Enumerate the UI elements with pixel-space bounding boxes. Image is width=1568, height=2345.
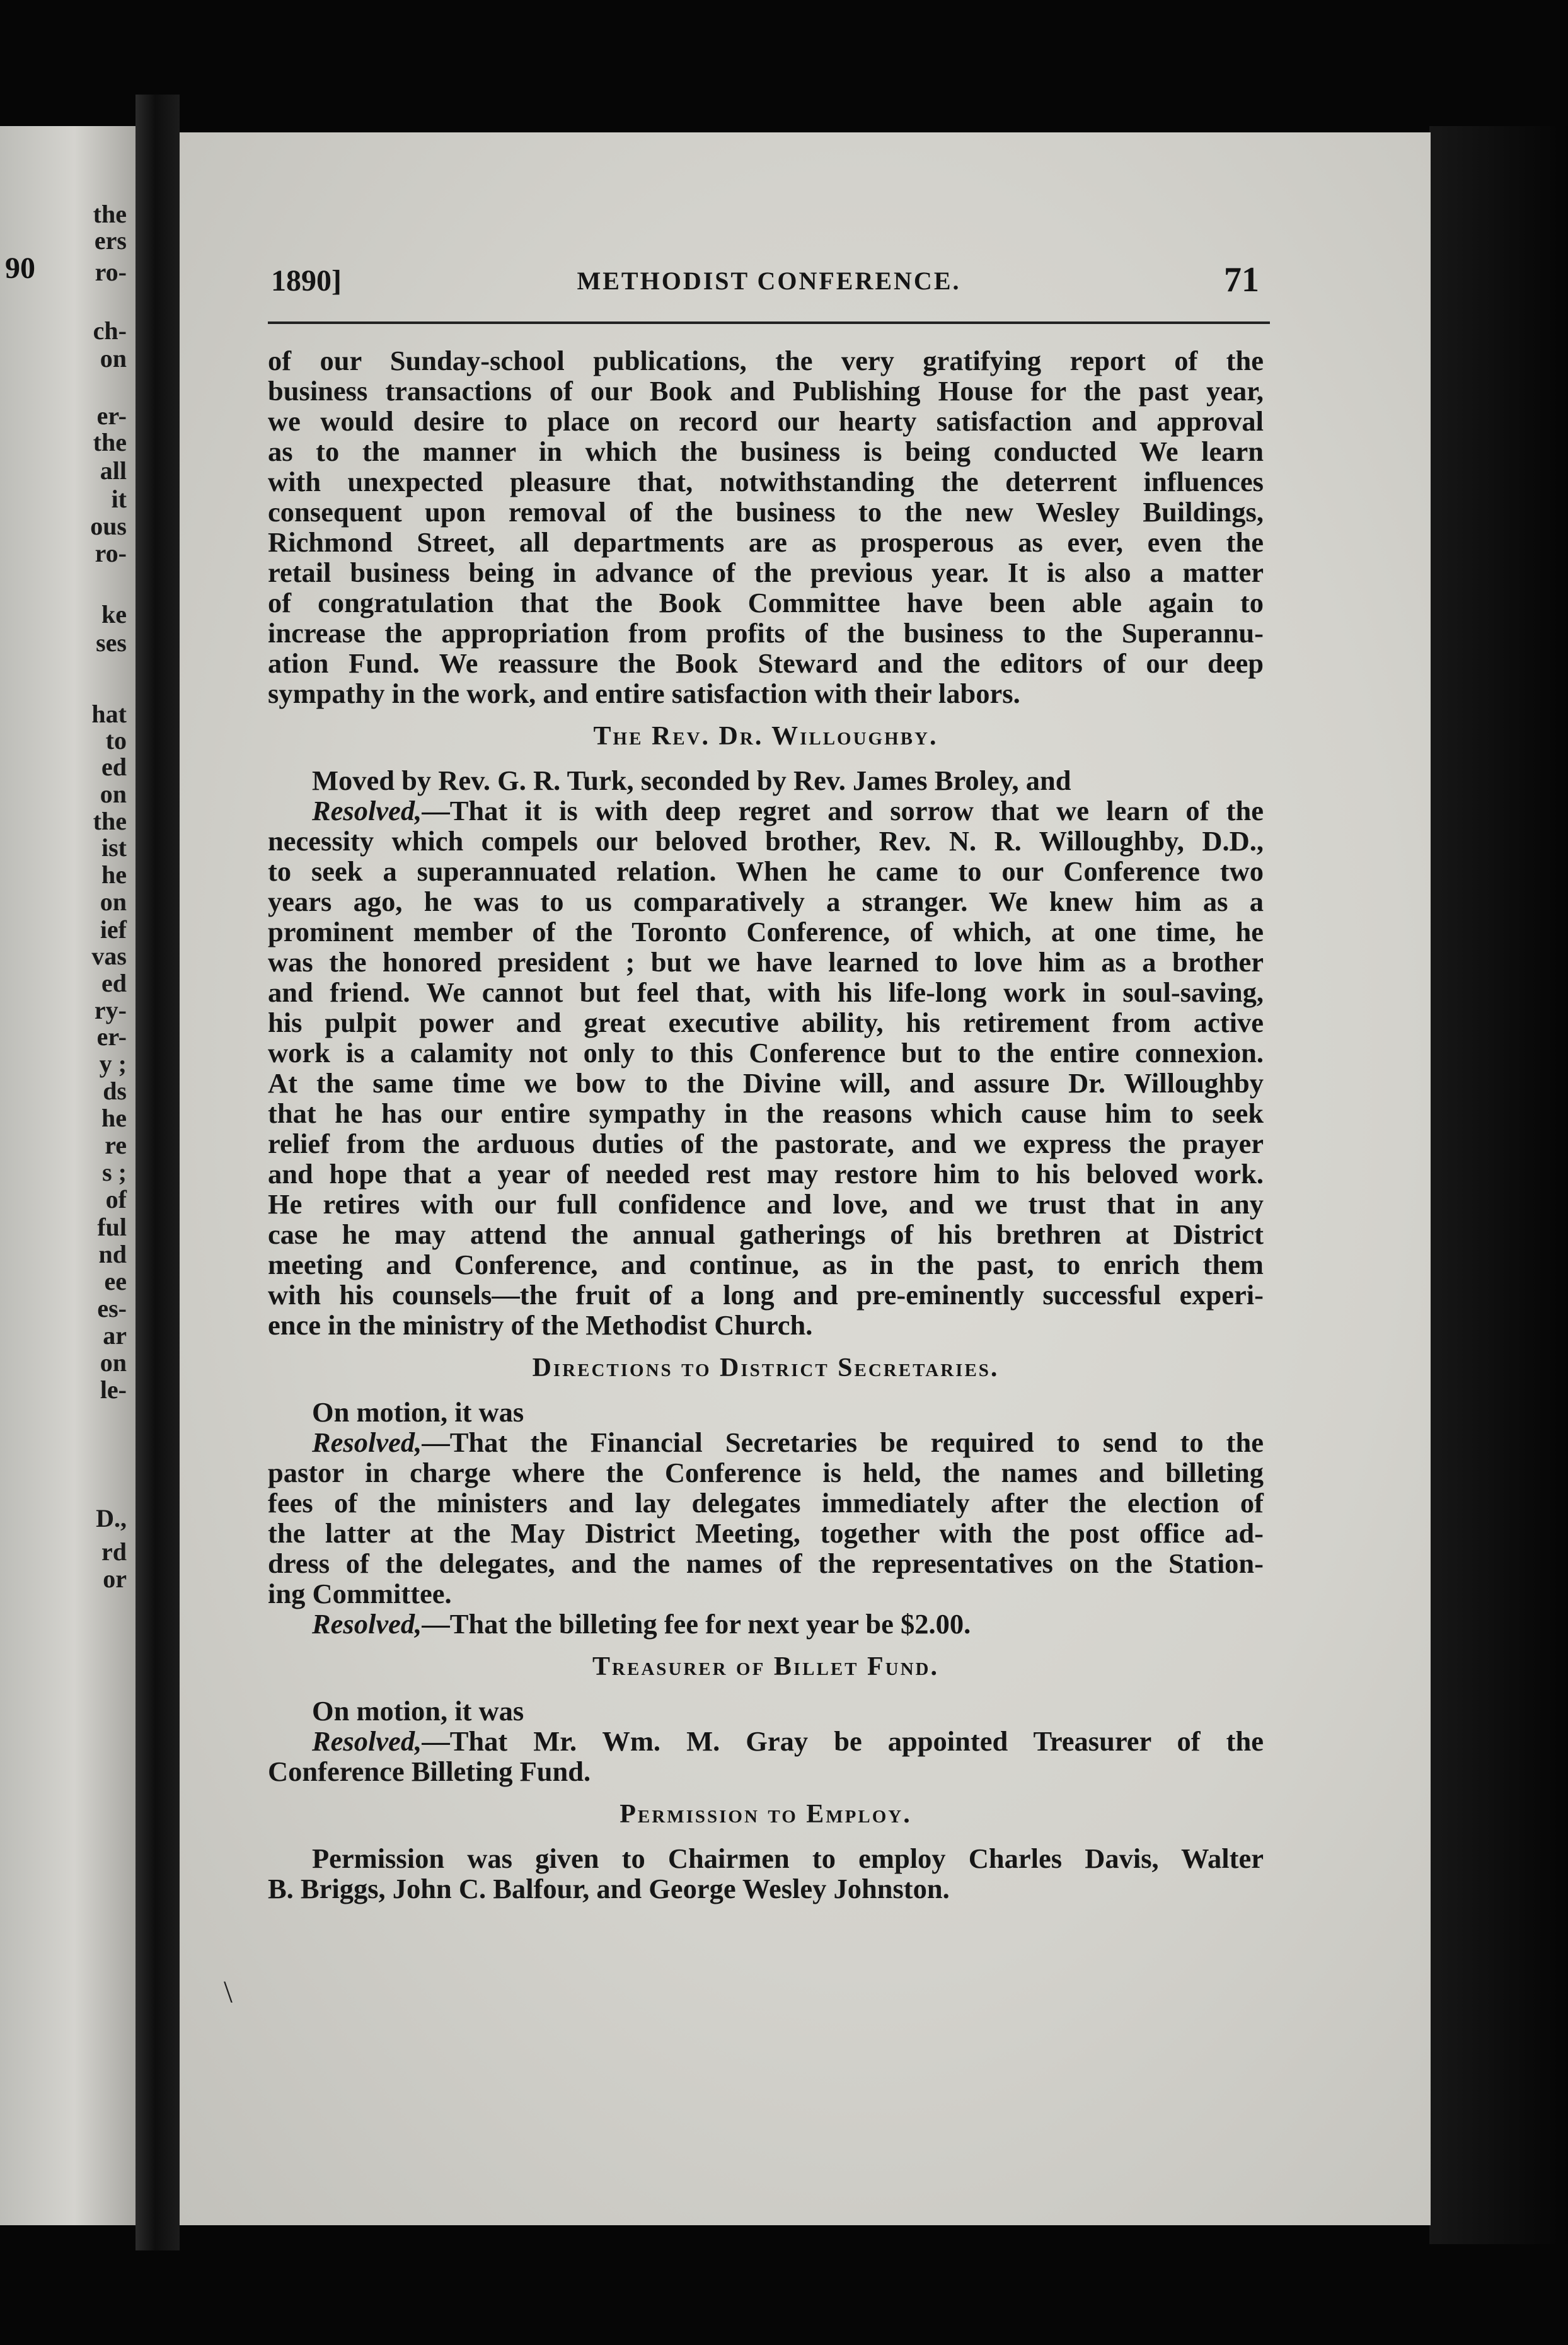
resolved-label: Resolved, bbox=[312, 795, 422, 826]
text-line: the latter at the May District Meeting, together with the post office ad- bbox=[268, 1517, 1264, 1549]
text-line: pastor in charge where the Conference is held, the names and billeting bbox=[268, 1457, 1264, 1488]
text-line: dress of the delegates, and the names of the representatives on the Station- bbox=[268, 1548, 1264, 1579]
resolved-billeting-fee: Resolved,—That the billeting fee for next year be $2.00. bbox=[312, 1608, 971, 1640]
text-line: ing Committee. bbox=[268, 1578, 452, 1609]
paragraph-district-secretaries bbox=[268, 1427, 1264, 1609]
text-line: business transactions of our Book and Publishing House for the past year, bbox=[268, 375, 1264, 407]
text-line: was the honored president ; but we have learned to love him as a brother bbox=[268, 946, 1264, 978]
motion-line-2: On motion, it was bbox=[312, 1695, 524, 1727]
text-line: Permission was given to Chairmen to employ Charles Davis, Walter bbox=[312, 1843, 1264, 1874]
facing-page-fragment: the bbox=[93, 200, 127, 228]
facing-page-fragment: D., bbox=[96, 1504, 127, 1532]
facing-page-fragment: y ; bbox=[99, 1050, 127, 1078]
moved-line: Moved by Rev. G. R. Turk, seconded by Rev. James Broley, and bbox=[312, 765, 1071, 796]
running-header bbox=[271, 260, 1267, 308]
text-line: At the same time we bow to the Divine will, and assure Dr. Willoughby bbox=[268, 1067, 1264, 1099]
text-line: with unexpected pleasure that, notwithstanding the deterrent influences bbox=[268, 466, 1264, 497]
text-line: retail business being in advance of the previous year. It is also a matter bbox=[268, 557, 1264, 588]
text-line: Resolved,—That it is with deep regret and sorrow that we learn of the bbox=[312, 795, 1264, 826]
facing-page-fragment: to bbox=[105, 726, 127, 755]
book-gutter bbox=[135, 95, 180, 2250]
text-line: as to the manner in which the business is being conducted We learn bbox=[268, 436, 1264, 467]
facing-page-fragment: es- bbox=[97, 1294, 127, 1323]
text-line: and hope that a year of needed rest may restore him to his beloved work. bbox=[268, 1158, 1264, 1190]
text-line: of congratulation that the Book Committee have been able again to bbox=[268, 587, 1264, 618]
text-line: relief from the arduous duties of the pastorate, and we express the prayer bbox=[268, 1128, 1264, 1159]
motion-line-1: On motion, it was bbox=[312, 1396, 524, 1428]
text-line: ence in the ministry of the Methodist Church. bbox=[268, 1309, 813, 1341]
text-line: work is a calamity not only to this Conference but to the entire connexion. bbox=[268, 1037, 1264, 1068]
text-line: He retires with our full confidence and love, and we trust that in any bbox=[268, 1188, 1264, 1220]
facing-page-fragment: on bbox=[100, 780, 127, 808]
text-line: Conference Billeting Fund. bbox=[268, 1756, 591, 1787]
facing-page-fragment: ous bbox=[90, 512, 127, 540]
facing-page-fragment: it bbox=[111, 485, 127, 513]
facing-page-fragment: he bbox=[101, 860, 127, 889]
facing-page-fragment: on bbox=[100, 344, 127, 373]
paragraph-book-committee bbox=[268, 345, 1264, 709]
facing-page-fragment: on bbox=[100, 888, 127, 916]
text-line: B. Briggs, John C. Balfour, and George Wesley Johnston. bbox=[268, 1873, 950, 1904]
facing-page-fragment: ers bbox=[94, 226, 127, 255]
resolved-label: Resolved, bbox=[312, 1725, 422, 1757]
margin-mark: \ bbox=[224, 1974, 233, 2009]
text-line: of our Sunday-school publications, the very gratifying report of the bbox=[268, 345, 1264, 376]
text-line: consequent upon removal of the business to the new Wesley Buildings, bbox=[268, 496, 1264, 528]
text-line: his pulpit power and great executive ability, his retirement from active bbox=[268, 1007, 1264, 1038]
page-body bbox=[268, 345, 1264, 1904]
header-year: 1890] bbox=[271, 264, 342, 298]
facing-page-fragment: ed bbox=[101, 753, 127, 781]
text-line: years ago, he was to us comparatively a stranger. We knew him as a bbox=[268, 886, 1264, 917]
facing-page-fragment: of bbox=[105, 1185, 127, 1213]
text-line: Resolved,—That Mr. Wm. M. Gray be appointed Treasurer of the bbox=[312, 1725, 1264, 1757]
heading-permission: Permission to Employ. bbox=[620, 1800, 912, 1829]
text-line: with his counsels—the fruit of a long and pre-eminently successful experi- bbox=[268, 1279, 1264, 1311]
facing-page-fragment: le- bbox=[100, 1375, 127, 1404]
facing-page-edge bbox=[0, 126, 135, 2225]
facing-page-fragment: ee bbox=[104, 1267, 127, 1295]
facing-page-fragment: he bbox=[101, 1104, 127, 1132]
heading-treasurer: Treasurer of Billet Fund. bbox=[592, 1652, 939, 1681]
header-title: METHODIST CONFERENCE. bbox=[577, 267, 961, 295]
facing-page-fragment: on bbox=[100, 1348, 127, 1377]
facing-page-fragment: nd bbox=[98, 1240, 127, 1268]
facing-page-fragment: ed bbox=[101, 969, 127, 997]
text-line: sympathy in the work, and entire satisfaction with their labors. bbox=[268, 678, 1020, 709]
heading-district-secretaries: Directions to District Secretaries. bbox=[532, 1353, 1000, 1382]
facing-page-fragment: s ; bbox=[102, 1158, 127, 1186]
paragraph-treasurer bbox=[268, 1726, 1264, 1786]
facing-page-fragment: vas bbox=[91, 942, 127, 970]
heading-willoughby: The Rev. Dr. Willoughby. bbox=[593, 722, 938, 751]
facing-page-fragment: ke bbox=[101, 600, 127, 628]
facing-page-fragment: ful bbox=[97, 1213, 127, 1241]
facing-page-fragment: or bbox=[103, 1565, 127, 1593]
facing-page-fragment: ds bbox=[103, 1077, 127, 1105]
text-line: we would desire to place on record our hearty satisfaction and approval bbox=[268, 405, 1264, 437]
text-line: meeting and Conference, and continue, as in the past, to enrich them bbox=[268, 1249, 1264, 1280]
text-line: ation Fund. We reassure the Book Steward and the editors of our deep bbox=[268, 647, 1264, 679]
facing-page-fragment: rd bbox=[101, 1537, 127, 1566]
paragraph-permission bbox=[268, 1843, 1264, 1904]
paragraph-willoughby bbox=[268, 796, 1264, 1340]
facing-page-fragment: all bbox=[100, 456, 127, 485]
facing-page-fragment: hat bbox=[91, 700, 127, 728]
facing-page-fragment: ch- bbox=[93, 316, 127, 345]
text-line: and friend. We cannot but feel that, with his life-long work in soul-saving, bbox=[268, 976, 1264, 1008]
facing-page-fragment: the bbox=[93, 428, 127, 456]
resolved-label: Resolved, bbox=[312, 1427, 422, 1458]
header-rule bbox=[268, 321, 1270, 324]
facing-page-fragment: re bbox=[105, 1131, 127, 1159]
text-line: that he has our entire sympathy in the reasons which cause him to seek bbox=[268, 1097, 1264, 1129]
facing-page-fragment: ro- bbox=[95, 539, 127, 567]
scan-border-right bbox=[1429, 126, 1568, 2244]
text-line: fees of the ministers and lay delegates immediately after the election of bbox=[268, 1487, 1264, 1519]
facing-page-fragment: er- bbox=[96, 1022, 127, 1051]
page-number: 71 bbox=[1224, 260, 1259, 299]
facing-page-fragment: ist bbox=[101, 833, 127, 862]
facing-page-fragment: ief bbox=[100, 915, 127, 944]
facing-page-fragment: ro- bbox=[95, 258, 127, 286]
text-line: necessity which compels our beloved brother, Rev. N. R. Willoughby, D.D., bbox=[268, 825, 1264, 857]
text-line: Resolved,—That the Financial Secretaries be required to send to the bbox=[312, 1427, 1264, 1458]
facing-page-fragment: ar bbox=[103, 1321, 127, 1350]
text-line: Richmond Street, all departments are as prosperous as ever, even the bbox=[268, 526, 1264, 558]
facing-page-number: 90 bbox=[5, 252, 35, 285]
facing-page-fragment: the bbox=[93, 807, 127, 835]
text-line: to seek a superannuated relation. When he came to our Conference two bbox=[268, 855, 1264, 887]
text-line: case he may attend the annual gatherings of his brethren at District bbox=[268, 1219, 1264, 1250]
text-line: prominent member of the Toronto Conference, of which, at one time, he bbox=[268, 916, 1264, 947]
facing-page-fragment: er- bbox=[96, 402, 127, 430]
facing-page-fragment: ry- bbox=[94, 996, 127, 1024]
facing-page-fragment: ses bbox=[96, 628, 127, 657]
text-line: increase the appropriation from profits of the business to the Superannu- bbox=[268, 617, 1264, 649]
